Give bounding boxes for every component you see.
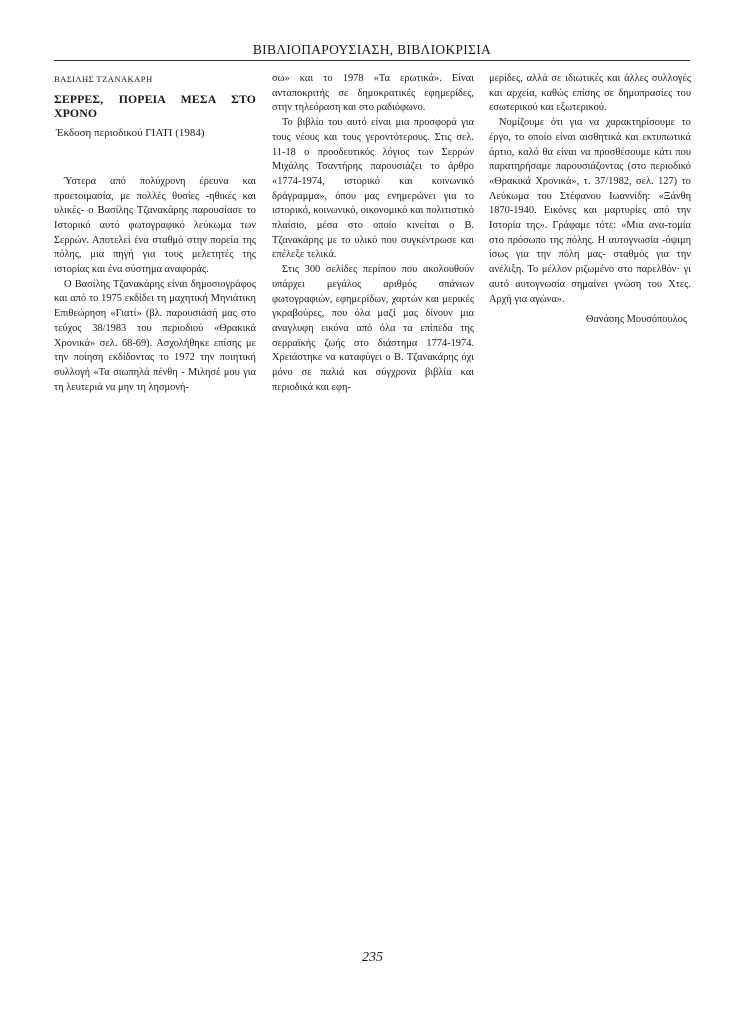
paragraph: μερίδες, αλλά σε ιδιωτικές και άλλες συλλογές και αρχεία, καθώς επίσης σε δημοπρασίες του εσωτερικού και εξωτερικού. bbox=[489, 73, 691, 114]
header-rule bbox=[54, 60, 690, 61]
paragraph: Στις 300 σελίδες περίπου που ακολουθούν υπάρχει μεγάλος αριθμός σπάνιων φωτογραφιών, εφημερίδων, χαρτών και μερικές γκραβούρες, που όλα μαζί μας δίνουν μια αναγλυφη εικόνα από όλα τα επίπεδα της σερραϊκής ζωής στο διάστημα 1774-1974. Χρειάστηκε να καταφύγει ο Β. Τζανακάρης όχι μόνο σε παλιά και σύγχρονα βιβλία και περιοδικά και εφη- bbox=[272, 264, 474, 393]
article-title: ΣΕΡΡΕΣ, ΠΟΡΕΙΑ ΜΕΣΑ ΣΤΟ ΧΡΟΝΟ bbox=[54, 91, 256, 121]
signature: Θανάσης Μουσόπουλος bbox=[585, 314, 687, 326]
article-author: ΒΑΣΙΛΗΣ ΤΖΑΝΑΚΑΡΗ bbox=[54, 74, 153, 84]
column-2 bbox=[272, 72, 474, 395]
column-1 bbox=[54, 72, 256, 395]
paragraph: Ύστερα από πολύχρονη έρευνα και προετοιμασία, με πολλές θυσίες -ηθικές και υλικές- ο Βασίλης Τζανακάρης παρουσίασε το Ιστορικό αυτό φωτογραφικό λεύκωμα των Σερρών. Αποτελεί ένα σταθμό στην πορεία της πόλης, μια πηγή για τους μελετητές της ιστορίας και ένα σύστημα αναφοράς. bbox=[54, 175, 256, 276]
paragraph: σω» και το 1978 «Τα ερωτικά». Είναι ανταποκριτής σε δημοκρατικές εφημερίδες, στην τηλεόραση και στο ραδιόφωνο. bbox=[272, 73, 474, 114]
paragraph: Ο Βασίλης Τζανακάρης είναι δημοσιογράφος και από το 1975 εκδίδει τη μαχητική Μηνιάτικη Επιθεώρηση «Γιατί» (βλ. παρουσιάσή μας στο τεύχος 38/1983 του περιοδιού «Θρακικά Χρονικά» σελ. 68-69). Ασχολήθηκε επίσης με την ποίηση εκδίδοντας το 1972 την ποιητική συλλογή «Τα σιωπηλά πένθη - Μιλησέ μου για τη λευτεριά να μην τη λησμονή- bbox=[54, 278, 256, 393]
paragraph: Νομίζουμε ότι για να χαρακτηρίσουμε το έργο, το οποίο είναι αισθητικά και εκτυπωτικά άρτιο, καλό θα είναι να προσθέσουμε κάτι που παρατηρήσαμε παρουσιάζοντας (στο περιοδικό «Θρακικά Χρονικά», τ. 37/1982, σελ. 127) το Λεύκωμα του Στέφανου Ιωαννίδη: «Ξάνθη 1870-1940. Εικόνες και μαρτυρίες από την Ιστορία της». Γράφαμε τότε: «Μια ανα-τομία στο πρόσωπο της πόλης. Η αυτογνωσία -όψιμη ίσως για την πόλη μας- σταθμός για την ανέλιξη. Το μέλλον ριζωμένο στο παρελθόν· γι αυτό αυτογνωσία σημαίνει γνώση του Χτες. Αρχή για αγώνα». bbox=[489, 117, 691, 305]
paragraph: Το βιβλίο του αυτό είναι μια προσφορά για τους νέους και τους γεροντότερους. Στις σελ. 11-18 ο προοδευτικός λόγιος των Σερρών Μιχάλης Τσαντήρης παρουσιάζει το άρθρο «1774-1974, ιστορικό και κοινωνικό δράγραμμα», όπου μας ενημερώνει για το ιστορικό, κοινωνικό, οικονομικό και πολιτιστικό πλαίσιο, μέσα στο οποίο κινείται ο Β. Τζανακάρης με το υλικό που συγκέντρωσε και επέλεξε τελικά. bbox=[272, 117, 474, 261]
article-edition: Έκδοση περιοδικού ΓΙΑΤΙ (1984) bbox=[56, 127, 205, 140]
column-3 bbox=[489, 72, 691, 328]
page-number: 235 bbox=[362, 950, 383, 965]
running-head: ΒΙΒΛΙΟΠΑΡΟΥΣΙΑΣΗ, ΒΙΒΛΙΟΚΡΙΣΙΑ bbox=[252, 42, 492, 57]
